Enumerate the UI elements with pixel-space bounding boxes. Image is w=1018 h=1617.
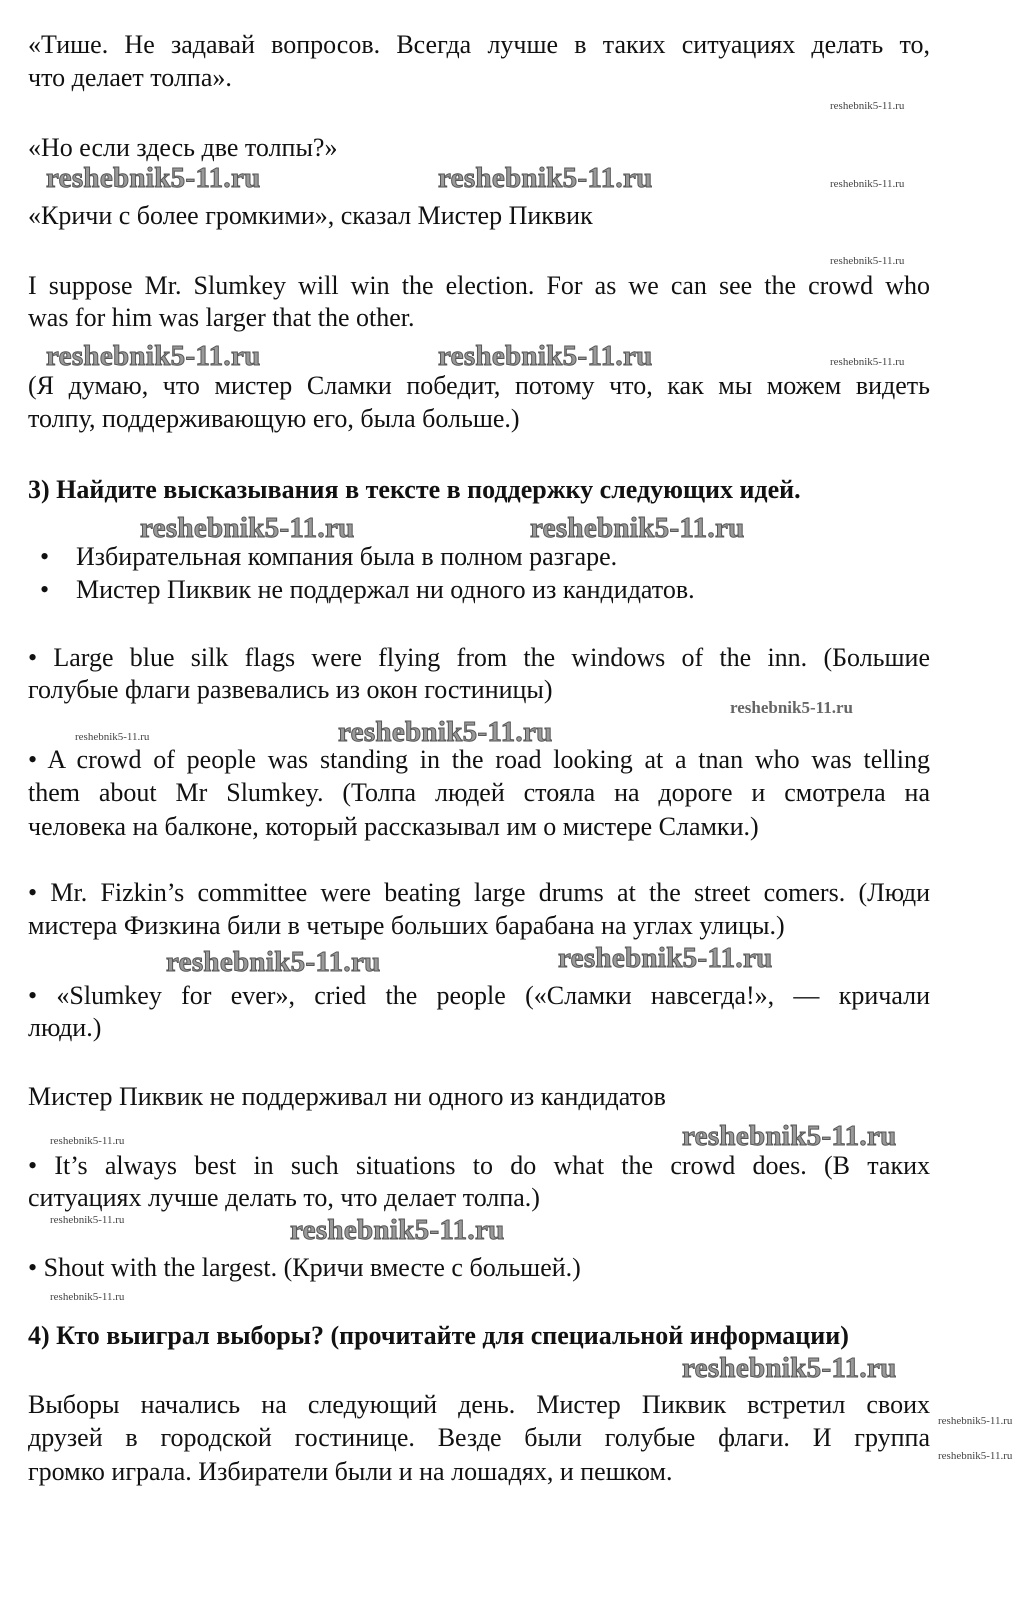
text-line: • A crowd of people was standing in the road looking at a tnan who was telling <box>28 745 930 774</box>
bullet-item <box>40 543 900 571</box>
text-line: «Но если здесь две толпы?» <box>28 133 338 162</box>
watermark: reshebnik5-11.ru <box>682 1352 897 1384</box>
watermark: reshebnik5-11.ru <box>438 340 653 372</box>
text-line: что делает толпа». <box>28 63 232 92</box>
text-line: люди.) <box>28 1013 102 1042</box>
watermark: reshebnik5-11.ru <box>46 162 261 194</box>
text-line: толпу, поддерживающую его, была больше.) <box>28 404 520 433</box>
watermark: reshebnik5-11.ru <box>290 1214 505 1246</box>
text-line: • It’s always best in such situations to do what the crowd does. (В таких <box>28 1151 930 1180</box>
watermark: reshebnik5-11.ru <box>50 1214 125 1226</box>
watermark: reshebnik5-11.ru <box>438 162 653 194</box>
text-line: мистера Физкина били в четыре больших барабана на углах улицы.) <box>28 911 785 940</box>
section-heading: 3) Найдите высказывания в тексте в поддержку следующих идей. <box>28 475 801 504</box>
text-line: I suppose Mr. Slumkey will win the election. For as we can see the crowd who <box>28 271 930 300</box>
watermark: reshebnik5-11.ru <box>938 1415 1013 1427</box>
watermark: reshebnik5-11.ru <box>682 1120 897 1152</box>
text-line: Выборы начались на следующий день. Мистер Пиквик встретил своих <box>28 1390 930 1419</box>
text-line: (Я думаю, что мистер Сламки победит, потому что, как мы можем видеть <box>28 371 930 400</box>
text-line: • «Slumkey for ever», cried the people («Сламки навсегда!», — кричали <box>28 981 930 1010</box>
text-line: Мистер Пиквик не поддерживал ни одного из кандидатов <box>28 1082 666 1111</box>
bullet-text: Мистер Пиквик не поддержал ни одного из кандидатов. <box>76 575 695 604</box>
text-line: друзей в городской гостинице. Везде были голубые флаги. И группа <box>28 1423 930 1452</box>
watermark: reshebnik5-11.ru <box>730 698 853 717</box>
text-line: • Shout with the largest. (Кричи вместе с большей.) <box>28 1253 581 1282</box>
watermark: reshebnik5-11.ru <box>46 340 261 372</box>
text-line: «Кричи с более громкими», сказал Мистер Пиквик <box>28 201 593 230</box>
watermark: reshebnik5-11.ru <box>338 716 553 748</box>
text-line: was for him was larger that the other. <box>28 303 415 332</box>
watermark: reshebnik5-11.ru <box>50 1291 125 1303</box>
text-line: • Mr. Fizkin’s committee were beating large drums at the street comers. (Люди <box>28 878 930 907</box>
watermark: reshebnik5-11.ru <box>166 946 381 978</box>
watermark: reshebnik5-11.ru <box>50 1135 125 1147</box>
text-line: ситуациях лучше делать то, что делает толпа.) <box>28 1183 540 1212</box>
section-heading: 4) Кто выиграл выборы? (прочитайте для специальной информации) <box>28 1321 849 1350</box>
watermark: reshebnik5-11.ru <box>830 178 905 190</box>
watermark: reshebnik5-11.ru <box>558 942 773 974</box>
bullet-item <box>40 576 900 604</box>
watermark: reshebnik5-11.ru <box>75 731 150 743</box>
text-line: • Large blue silk flags were flying from the windows of the inn. (Большие <box>28 643 930 672</box>
text-line: «Тише. Не задавай вопросов. Всегда лучше в таких ситуациях делать то, <box>28 30 930 59</box>
watermark: reshebnik5-11.ru <box>830 356 905 368</box>
watermark: reshebnik5-11.ru <box>938 1450 1013 1462</box>
text-line: them about Mr Slumkey. (Толпа людей стояла на дороге и смотрела на <box>28 778 930 807</box>
text-line: человека на балконе, который рассказывал им о мистере Сламки.) <box>28 812 759 841</box>
text-line: голубые флаги развевались из окон гостиницы) <box>28 675 553 704</box>
watermark: reshebnik5-11.ru <box>830 255 905 267</box>
watermark: reshebnik5-11.ru <box>830 100 905 112</box>
watermark: reshebnik5-11.ru <box>530 512 745 544</box>
text-line: громко играла. Избиратели были и на лошадях, и пешком. <box>28 1457 673 1486</box>
watermark: reshebnik5-11.ru <box>140 512 355 544</box>
bullet-text: Избирательная компания была в полном разгаре. <box>76 542 618 571</box>
